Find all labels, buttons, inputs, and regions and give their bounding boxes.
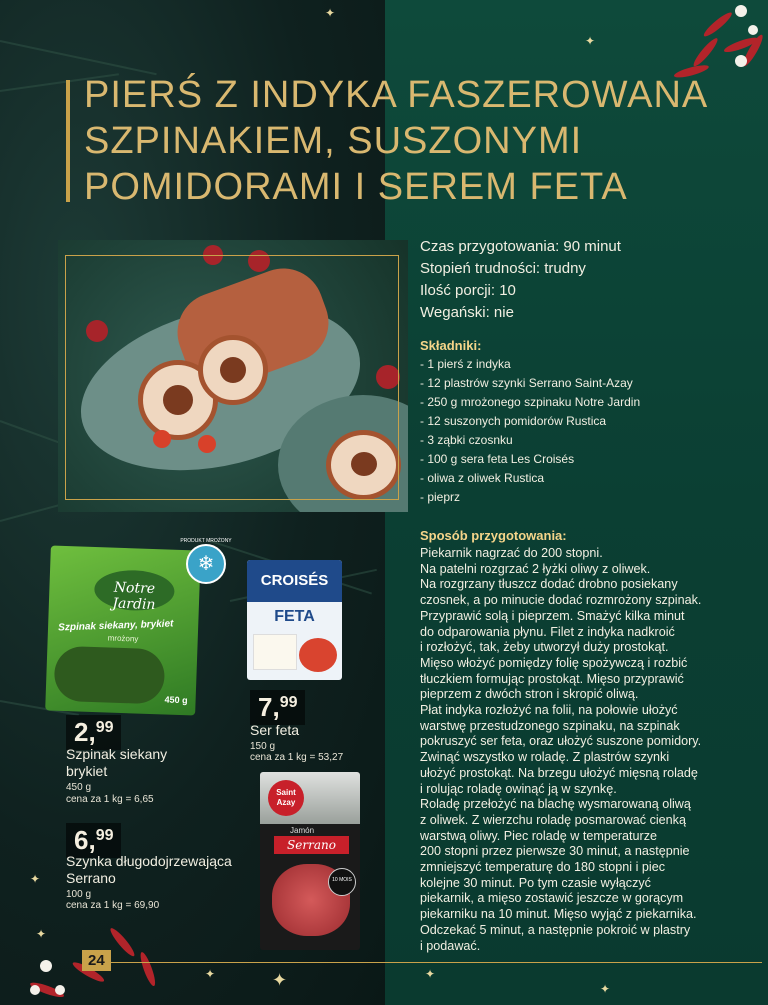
spinach-pack-sub: mrożony <box>107 633 139 644</box>
feta-salad-image <box>299 638 337 672</box>
ingredient-item: - 250 g mrożonego szpinaku Notre Jardin <box>420 395 641 409</box>
method-line: i rozłożyć, tak, żeby utworzył duży prostokąt. <box>420 640 669 655</box>
method-line: i podawać. <box>420 938 481 953</box>
recipe-title-line-1: PIERŚ Z INDYKA FASZEROWANA <box>84 74 709 116</box>
method-line: 200 stopni przez pierwsze 30 minut, a następnie <box>420 844 690 859</box>
ingredient-item: - 100 g sera feta Les Croisés <box>420 452 575 466</box>
method-line: pieprzem z dwóch stron i skropić oliwą. <box>420 687 639 702</box>
method-heading: Sposób przygotowania: <box>420 528 567 543</box>
saint-azay-logo-line-1: Saint <box>276 788 296 797</box>
spinach-pack-weight: 450 g <box>164 694 188 706</box>
star-icon: ✦ <box>600 982 611 996</box>
prep-time: Czas przygotowania: 90 minut <box>420 238 621 255</box>
portions: Ilość porcji: 10 <box>420 282 516 299</box>
feta-package <box>247 560 342 680</box>
method-text <box>420 546 760 954</box>
spinach-price-main: 2, <box>74 717 96 747</box>
title-accent-bar <box>66 80 70 202</box>
feta-cheese-block <box>253 634 297 670</box>
feta-name: Ser feta <box>250 722 300 738</box>
method-line: warstwę przestudzonego szpinaku, na szpinak <box>420 718 680 733</box>
vegan-flag: Wegański: nie <box>420 304 514 321</box>
feta-unit-price: cena za 1 kg = 53,27 <box>250 752 344 763</box>
method-line: Piekarnik nagrzać do 200 stopni. <box>420 546 603 560</box>
serrano-price-cents: 99 <box>95 827 114 844</box>
star-icon: ✦ <box>36 927 47 941</box>
spinach-pack-text: Szpinak siekany, brykiet <box>58 618 174 634</box>
serrano-pack-label: Serrano <box>274 836 349 854</box>
recipe-title-line-2: SZPINAKIEM, SUSZONYMI <box>84 120 583 162</box>
feta-price-main: 7, <box>258 692 280 722</box>
spinach-price-cents: 99 <box>95 719 114 736</box>
feta-price <box>250 690 305 725</box>
method-line: czosnek, a po minucie dodać rozmrożony szpinak. <box>420 593 702 608</box>
method-line: Na rozgrzany tłuszcz dodać drobno posiekany <box>420 577 678 592</box>
method-line: kolejne 30 minut. Po tym czasie wyłączyć <box>420 875 651 890</box>
difficulty: Stopień trudności: trudny <box>420 260 586 277</box>
serrano-name-line-2: Serrano <box>66 870 116 886</box>
ingredient-item: - 1 pierś z indyka <box>420 357 511 371</box>
method-line: Odczekać 5 minut, a następnie pokroić w plastry <box>420 922 691 937</box>
spinach-unit-price: cena za 1 kg = 6,65 <box>66 794 154 805</box>
method-line: piekarniku na 10 minut. Mięso wyjąć z piekarnika. <box>420 907 697 922</box>
saint-azay-logo <box>268 780 304 816</box>
method-line: Zwinąć wszystko w roladę. Z plastrów szynki <box>420 750 670 765</box>
star-icon: ✦ <box>425 967 436 981</box>
spinach-block <box>54 646 166 705</box>
serrano-package <box>260 772 360 950</box>
method-line: z oliwek. Z wierzchu roladę posmarować cienką <box>420 812 686 827</box>
feta-brand: CROISÉS <box>260 572 329 589</box>
method-line: do odparowania płynu. Filet z indyka nadkroić <box>420 624 675 639</box>
method-line: Roladę przełożyć na blachę wysmarowaną oliwą <box>420 797 691 812</box>
footer-rule <box>82 962 762 963</box>
spinach-brand: Notre Jardin <box>94 569 175 612</box>
ingredient-item: - 12 plastrów szynki Serrano Saint-Azay <box>420 376 633 390</box>
spinach-price <box>66 715 121 750</box>
method-line: tłuczkiem formując prostokąt. Mięso przyprawić <box>420 671 684 686</box>
method-line: warstwą oliwy. Piec roladę w temperaturze <box>420 828 658 843</box>
spinach-name-line-2: brykiet <box>66 763 108 779</box>
serrano-weight: 100 g <box>66 889 92 900</box>
aging-badge: 10 MOIS <box>328 868 356 896</box>
ingredients-heading: Składniki: <box>420 338 482 353</box>
method-line: pokruszyć ser feta, oraz ułożyć suszone pomidory. <box>420 734 702 749</box>
ingredient-item: - 3 ząbki czosnku <box>420 433 513 447</box>
star-icon: ✦ <box>205 967 216 981</box>
ingredient-item: - 12 suszonych pomidorów Rustica <box>420 414 607 428</box>
saint-azay-logo-line-2: Azay <box>276 798 296 807</box>
method-line: Przyprawić solą i pieprzem. Smażyć kilka minut <box>420 608 685 623</box>
star-icon: ✦ <box>272 970 288 990</box>
method-line: Na patelni rozgrzać 2 łyżki oliwy z oliwek. <box>420 561 651 576</box>
spinach-weight: 450 g <box>66 782 92 793</box>
star-icon: ✦ <box>585 34 596 48</box>
method-line: piekarnik, a mięso zostawić jeszcze w gorącym <box>420 891 684 906</box>
feta-weight: 150 g <box>250 741 276 752</box>
ingredient-item: - pieprz <box>420 490 461 504</box>
spinach-package <box>45 545 201 715</box>
method-line: i rolując roladę owinąć ją w szynkę. <box>420 781 617 796</box>
spinach-name-line-1: Szpinak siekany <box>66 746 168 762</box>
star-icon: ✦ <box>325 6 336 20</box>
serrano-pack-sub: Jamón <box>290 826 315 835</box>
method-line: Płat indyka rozłożyć na folii, na połowie ułożyć <box>420 703 678 718</box>
serrano-unit-price: cena za 1 kg = 69,90 <box>66 900 160 911</box>
method-line: ułożyć prostokąt. Na brzegu ułożyć mięsną roladę <box>420 765 698 780</box>
frozen-badge: PRODUKT MROŻONY <box>180 538 232 544</box>
recipe-title-line-3: POMIDORAMI I SEREM FETA <box>84 166 628 208</box>
snowflake-icon: ❄ <box>186 544 226 584</box>
method-line: Mięso włożyć pomiędzy folię spożywczą i rozbić <box>420 655 688 670</box>
serrano-name-line-1: Szynka długodojrzewająca <box>66 853 232 869</box>
photo-frame <box>65 255 399 500</box>
page-number: 24 <box>82 950 111 971</box>
serrano-price-main: 6, <box>74 825 96 855</box>
ingredient-item: - oliwa z oliwek Rustica <box>420 471 545 485</box>
method-line: zmniejszyć temperaturę do 180 stopni i piec <box>420 860 666 875</box>
star-icon: ✦ <box>30 872 41 886</box>
feta-pack-label: FETA <box>274 608 315 625</box>
feta-price-cents: 99 <box>279 694 298 711</box>
